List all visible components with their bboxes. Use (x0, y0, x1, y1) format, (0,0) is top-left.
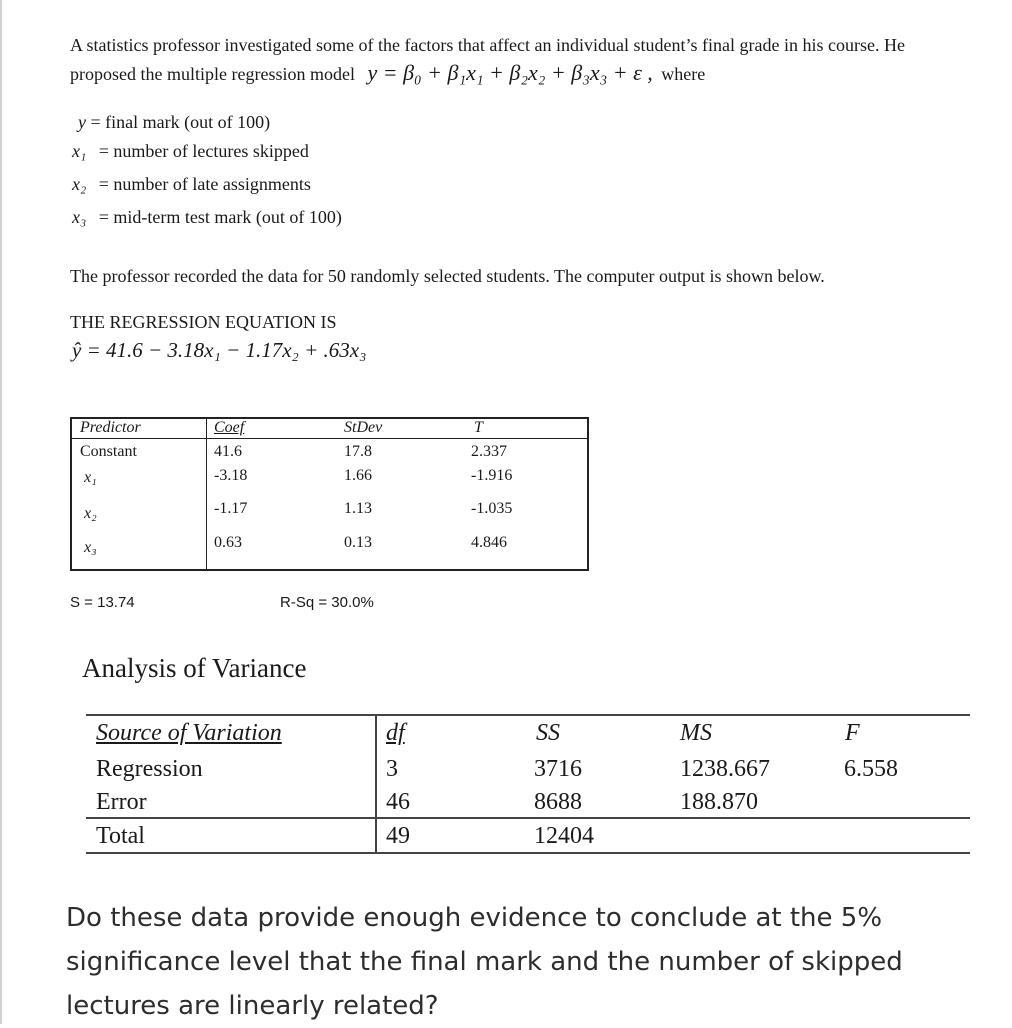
coef-row-x1-label: x₁ (84, 469, 97, 486)
coef-header-predictor: Predictor (80, 419, 141, 436)
regression-heading: THE REGRESSION EQUATION IS (70, 312, 337, 332)
coef-header-coef: Coef (214, 419, 245, 436)
intro-line-1: A statistics professor investigated some of the factors that affect an individual student’s final grade in his course. He (70, 35, 905, 55)
anova-header-df: df (386, 720, 405, 746)
anova-bottom-rule (86, 852, 970, 854)
anova-header-source: Source of Variation (96, 720, 282, 746)
variable-x3-symbol: x₃ (72, 207, 87, 227)
variable-y (78, 112, 270, 133)
anova-total-label: Total (96, 823, 145, 849)
coef-header-stdev: StDev (344, 419, 383, 436)
variable-x1-symbol: x₁ (72, 141, 87, 161)
variable-x2-symbol: x₂ (72, 174, 87, 194)
anova-error-label: Error (96, 789, 147, 815)
coef-table-header-rule (70, 438, 589, 439)
anova-header-ss: SS (536, 720, 560, 746)
coef-header-t: T (474, 419, 483, 436)
variable-x3 (72, 207, 342, 228)
anova-total-ss: 12404 (534, 823, 594, 849)
variable-y-symbol: y (78, 112, 86, 132)
stat-s: S = 13.74 (70, 594, 135, 611)
anova-top-rule (86, 714, 970, 716)
anova-regression-df: 3 (386, 756, 398, 782)
question-text: Do these data provide enough evidence to conclude at the 5% significance level that the final mark and the number of skipped lectures are linearly related? (66, 903, 903, 1021)
coef-row-x2-t: -1.035 (471, 500, 513, 517)
coef-row-x3-stdev: 0.13 (344, 534, 372, 551)
coef-table-left-border (70, 417, 72, 571)
variable-x2 (72, 174, 311, 195)
coef-row-constant-label: Constant (80, 443, 137, 460)
anova-error-ms: 188.870 (680, 789, 758, 815)
coef-row-x1-t: -1.916 (471, 467, 513, 484)
coef-row-x3-label: x₃ (84, 539, 97, 556)
stat-rsq: R-Sq = 30.0% (280, 594, 374, 611)
regression-model: y = β₀ + β₁x₁ + β₂x₂ + β₃x₃ + ε , (367, 60, 653, 85)
coef-table-bottom-border (70, 569, 589, 571)
regression-equation: ŷ = 41.6 − 3.18x₁ − 1.17x₂ + .63x₃ (72, 338, 367, 362)
coef-row-constant-coef: 41.6 (214, 443, 242, 460)
anova-total-df: 49 (386, 823, 410, 849)
anova-error-ss: 8688 (534, 789, 582, 815)
intro-prefix: proposed the multiple regression model (70, 64, 355, 84)
anova-header-f: F (845, 720, 860, 746)
variable-x3-desc: = mid-term test mark (out of 100) (98, 207, 342, 227)
variable-x1 (72, 141, 309, 162)
anova-header-ms: MS (680, 720, 712, 746)
anova-regression-ms: 1238.667 (680, 756, 770, 782)
variable-x1-desc: = number of lectures skipped (98, 141, 309, 161)
coef-row-constant-t: 2.337 (471, 443, 507, 460)
coef-table-divider (206, 417, 207, 571)
coef-table-right-border (587, 417, 589, 571)
sample-description: The professor recorded the data for 50 randomly selected students. The computer output is shown below. (70, 266, 825, 286)
anova-total-rule (86, 817, 970, 819)
coef-row-x1-coef: -3.18 (214, 467, 248, 484)
intro-line-2 (70, 58, 705, 89)
anova-title: Analysis of Variance (82, 653, 307, 683)
anova-regression-label: Regression (96, 756, 203, 782)
coef-row-x2-coef: -1.17 (214, 500, 248, 517)
page-left-border (0, 0, 2, 1024)
anova-error-df: 46 (386, 789, 410, 815)
variable-y-desc: = final mark (out of 100) (90, 112, 271, 132)
anova-divider (375, 714, 377, 854)
coef-table-top-border (70, 417, 589, 419)
coef-row-x2-label: x₂ (84, 505, 97, 522)
coef-row-x2-stdev: 1.13 (344, 500, 372, 517)
coef-row-constant-stdev: 17.8 (344, 443, 372, 460)
anova-regression-ss: 3716 (534, 756, 582, 782)
anova-regression-f: 6.558 (844, 756, 898, 782)
intro-where: where (661, 64, 706, 84)
coef-row-x1-stdev: 1.66 (344, 467, 372, 484)
coef-row-x3-t: 4.846 (471, 534, 507, 551)
coef-row-x3-coef: 0.63 (214, 534, 242, 551)
variable-x2-desc: = number of late assignments (98, 174, 311, 194)
